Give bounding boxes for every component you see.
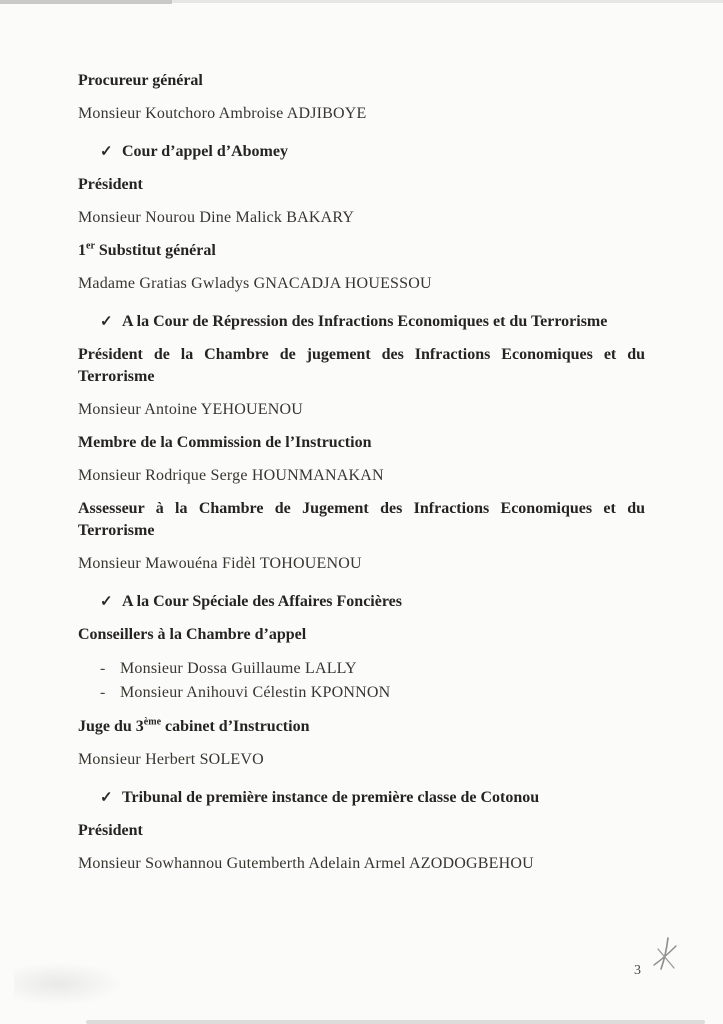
person-name: Monsieur Herbert SOLEVO — [78, 751, 264, 768]
person-name: Monsieur Antoine YEHOUENOU — [78, 401, 304, 418]
scan-smudge — [14, 962, 124, 1006]
role-heading: Membre de la Commission de l’Instruction — [78, 434, 372, 451]
role-heading: Conseillers à la Chambre d’appel — [78, 626, 307, 643]
role-heading-juge-cabinet — [78, 716, 645, 738]
page-number: 3 — [634, 963, 641, 978]
document-content — [78, 70, 645, 886]
person-name: Madame Gratias Gwladys GNACADJA HOUESSOU — [78, 275, 432, 292]
section-title: Cour d’appel d’Abomey — [122, 143, 288, 160]
check-icon: ✓ — [100, 314, 113, 330]
section-title: A la Cour Spéciale des Affaires Foncières — [122, 593, 402, 610]
scan-edge-top-dark — [0, 0, 172, 4]
role-prefix: 1 — [78, 242, 86, 259]
person-name: Monsieur Mawouéna Fidèl TOHOUENOU — [78, 555, 362, 572]
role-heading: Président — [78, 176, 143, 193]
role-prefix: Juge du 3 — [78, 718, 144, 735]
person-name: Monsieur Dossa Guillaume LALLY — [120, 660, 357, 677]
person-name: Monsieur Rodrique Serge HOUNMANAKAN — [78, 467, 384, 484]
section-heading-criet — [78, 311, 645, 333]
section-heading-cour-appel-abomey — [78, 141, 645, 163]
dash-icon: - — [100, 660, 106, 677]
section-heading-affaires-foncieres — [78, 591, 645, 613]
check-icon: ✓ — [100, 144, 113, 160]
section-title: A la Cour de Répression des Infractions Economiques et du Terrorisme — [122, 313, 608, 330]
ordinal-suffix: ème — [143, 716, 162, 728]
check-icon: ✓ — [100, 594, 113, 610]
role-heading: Assesseur à la Chambre de Jugement des Infractions Economiques et du Terrorisme — [78, 500, 645, 539]
person-name: Monsieur Koutchoro Ambroise ADJIBOYE — [78, 105, 367, 122]
scan-edge-bottom — [86, 1020, 705, 1024]
person-name: Monsieur Sowhannou Gutemberth Adelain Armel AZODOGBEHOU — [78, 855, 534, 872]
person-name: Monsieur Nourou Dine Malick BAKARY — [78, 209, 355, 226]
role-heading: Procureur général — [78, 72, 203, 89]
section-heading-tribunal-cotonou — [78, 787, 645, 809]
role-heading: Président — [78, 822, 143, 839]
handwritten-mark — [652, 936, 682, 978]
person-name: Monsieur Anihouvi Célestin KPONNON — [120, 684, 391, 701]
role-heading: Président de la Chambre de jugement des Infractions Economiques et du Terrorisme — [78, 346, 645, 385]
role-rest: Substitut général — [94, 242, 216, 259]
dash-icon: - — [100, 684, 106, 701]
list-item — [100, 657, 645, 681]
check-icon: ✓ — [100, 790, 113, 806]
section-title: Tribunal de première instance de première classe de Cotonou — [122, 789, 540, 806]
list-item — [100, 681, 645, 705]
conseillers-list — [78, 657, 645, 705]
role-heading-substitut — [78, 240, 645, 262]
ordinal-suffix: er — [86, 240, 95, 252]
role-rest: cabinet d’Instruction — [161, 718, 310, 735]
